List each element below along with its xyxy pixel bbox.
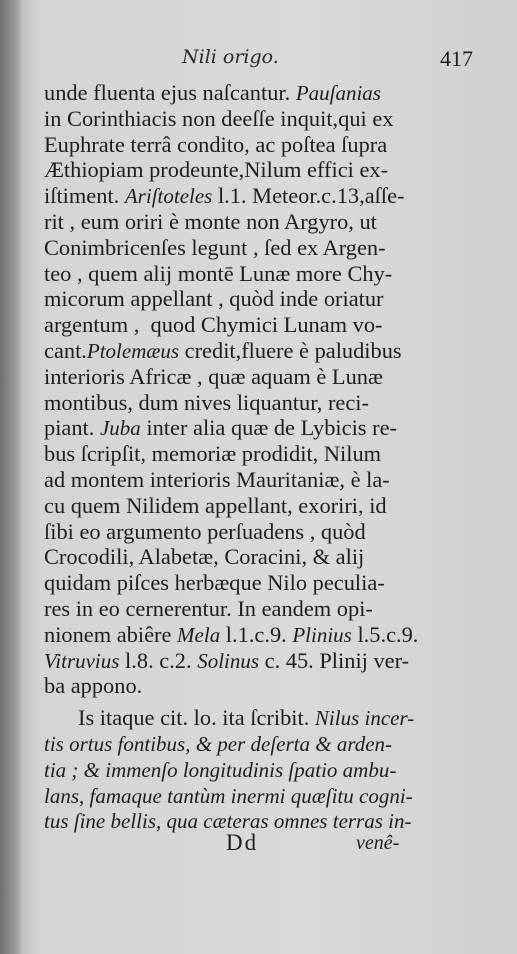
roman-text: rit , eum oriri è monte non Argyro, ut — [44, 208, 377, 234]
text-line — [44, 570, 484, 596]
roman-text: Euphrate terrâ condito, ac poſtea ſupra — [44, 131, 388, 157]
text-line — [44, 441, 484, 467]
page-footer — [0, 826, 517, 866]
roman-text: c. 45. Plinij ver- — [259, 647, 410, 673]
italic-text: tus ſine bellis, qua cæteras omnes terras in- — [44, 809, 412, 834]
signature-mark: Dd — [226, 830, 259, 855]
text-line — [44, 544, 484, 570]
text-line — [44, 673, 484, 699]
italic-text: lans, famaque tantùm inermi quæſitu cogni- — [44, 783, 413, 808]
roman-text: teo , quem alij montē Lunæ more Chy- — [44, 260, 393, 286]
roman-text: piant. — [44, 415, 100, 441]
roman-text: ad montem interioris Mauritaniæ, è la- — [44, 466, 390, 492]
roman-text: Crocodili, Alabetæ, Coracini, & alij — [44, 544, 365, 570]
text-line — [44, 415, 484, 441]
italic-text: tia ; & immenſo longitudinis ſpatio ambu- — [44, 757, 397, 782]
page-header — [0, 40, 517, 80]
roman-text: iſtiment. — [44, 183, 125, 209]
roman-text: inter alia quæ de Lybicis re- — [140, 415, 397, 441]
text-line — [44, 157, 484, 183]
roman-text: l.8. c.2. — [119, 647, 198, 673]
text-line — [44, 596, 484, 622]
roman-text: l.1.c.9. — [220, 621, 293, 647]
roman-text: Conimbricenſes legunt , ſed ex Argen- — [44, 234, 386, 260]
roman-text: micorum appellant , quòd inde oriatur — [44, 286, 384, 312]
text-line — [44, 622, 484, 648]
roman-text: credit,fluere è paludibus — [179, 337, 402, 363]
italic-text: Juba — [99, 416, 141, 441]
text-line — [44, 183, 484, 209]
catchword: venê- — [356, 832, 400, 854]
roman-text: cant. — [44, 337, 87, 363]
roman-text: l.5.c.9. — [351, 621, 419, 647]
roman-text: l.1. Meteor.c.13,aſſe- — [212, 183, 405, 209]
text-line — [44, 106, 484, 132]
text-line — [44, 467, 484, 493]
roman-text: Is itaque cit. lo. ita ſcribit. — [78, 705, 315, 731]
text-line — [44, 493, 484, 519]
roman-text: nionem abiêre — [44, 621, 178, 647]
text-line — [44, 390, 484, 416]
roman-text: montibus, dum nives liquantur, reci- — [44, 389, 369, 415]
roman-text: interioris Africæ , quæ aquam è Lunæ — [44, 363, 383, 389]
text-line — [44, 235, 484, 261]
italic-text: Plinius — [292, 622, 352, 647]
roman-text: argentum , quod Chymici Lunam vo- — [44, 312, 383, 338]
roman-text: ſibi eo argumento perſuadens , quòd — [44, 518, 366, 544]
running-head: Nili origo. — [182, 46, 279, 68]
italic-text: Pauſanias — [295, 81, 381, 105]
text-line — [44, 80, 484, 106]
text-line — [44, 132, 484, 158]
roman-text: quidam piſces herbæque Nilo peculia- — [44, 570, 385, 596]
italic-text: Ptolemæus — [86, 338, 180, 363]
text-line — [44, 286, 484, 312]
italic-text: Mela — [177, 622, 221, 647]
text-line — [44, 757, 484, 783]
roman-text: Æthiopiam prodeunte,Nilum effici ex- — [44, 157, 389, 183]
roman-text: cu quem Nilidem appellant, exoriri, id — [44, 492, 387, 518]
text-line — [44, 364, 484, 390]
text-line — [44, 338, 484, 364]
italic-text: Ariſtoteles — [124, 184, 213, 209]
roman-text: res in eo cernerentur. In eandem opi- — [44, 595, 373, 621]
text-line — [44, 519, 484, 545]
body-text — [44, 80, 484, 834]
italic-text: Nilus incer- — [314, 706, 415, 731]
binding-gutter — [0, 0, 22, 954]
italic-text: Solinus — [197, 648, 260, 673]
italic-text: Vitruvius — [44, 648, 120, 673]
text-line — [44, 731, 484, 757]
roman-text: bus ſcripſit, memoriæ prodidit, Nilum — [44, 441, 382, 467]
text-line — [44, 312, 484, 338]
page-number: 417 — [440, 46, 473, 71]
text-line — [44, 705, 484, 731]
roman-text: unde fluenta ejus naſcantur. — [44, 80, 296, 105]
text-line — [44, 261, 484, 287]
roman-text: in Corinthiacis non deeſſe inquit,qui ex — [44, 105, 394, 131]
text-line — [44, 783, 484, 809]
italic-text: tis ortus fontibus, & per deſerta & arden- — [44, 731, 393, 756]
text-line — [44, 209, 484, 235]
text-line — [44, 648, 484, 674]
roman-text: ba appono. — [44, 673, 143, 699]
